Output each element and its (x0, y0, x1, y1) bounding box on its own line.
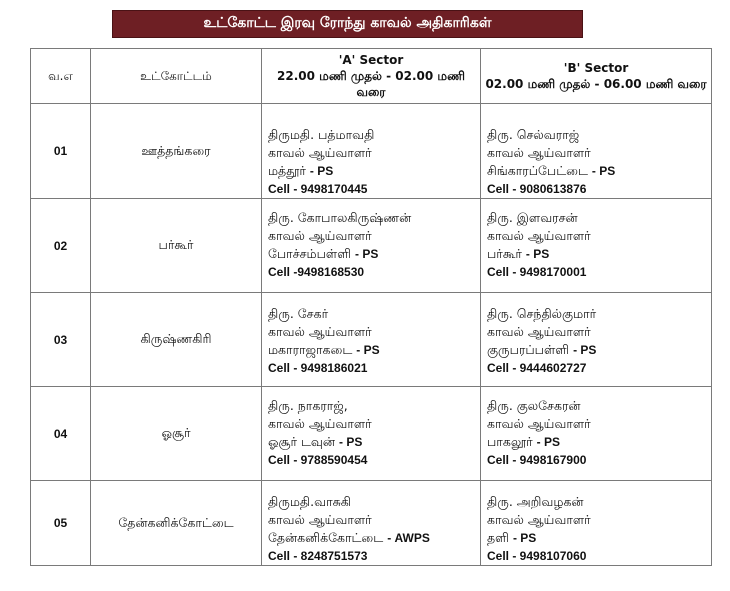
sector-b-officer (481, 387, 712, 481)
officer-station-line (268, 162, 480, 180)
table-row (31, 481, 712, 566)
station-type: - PS (536, 435, 560, 449)
officer-rank: காவல் ஆய்வாளர் (268, 145, 372, 160)
table-row (31, 293, 712, 387)
officer-station-line (268, 529, 480, 547)
officer-rank: காவல் ஆய்வாளர் (487, 324, 591, 339)
officer-station-line (268, 245, 480, 263)
station-type: - PS (573, 343, 597, 357)
officer-phone: Cell - 9498170001 (487, 265, 587, 279)
officer-name: திரு. இளவரசன் (487, 210, 578, 225)
police-station: தேன்கனிக்கோட்டை (268, 530, 384, 545)
officer-phone: Cell - 9788590454 (268, 453, 368, 467)
officer-name: திரு. நாகராஜ், (268, 398, 348, 413)
officer-rank: காவல் ஆய்வாளர் (268, 416, 372, 431)
row-number: 03 (31, 293, 91, 387)
row-number: 02 (31, 199, 91, 293)
row-number: 04 (31, 387, 91, 481)
police-station: பாகலூர் (487, 434, 533, 449)
sector-a-officer (262, 104, 481, 199)
station-type: - AWPS (387, 531, 430, 545)
police-station: குருபரப்பள்ளி (487, 342, 570, 357)
officer-station-line (268, 433, 480, 451)
row-number: 01 (31, 104, 91, 199)
station-type: - PS (591, 164, 616, 178)
officer-phone: Cell - 9498167900 (487, 453, 587, 467)
sector-b-officer (481, 199, 712, 293)
subdivision-name: பர்கூர் (91, 199, 262, 293)
officer-rank: காவல் ஆய்வாளர் (487, 416, 591, 431)
subdivision-name: ஓசூர் (91, 387, 262, 481)
police-station: பர்கூர் (487, 246, 522, 261)
sector-a-name: 'A' Sector (338, 53, 404, 67)
station-type: - PS (512, 531, 537, 545)
night-patrol-table (30, 48, 712, 566)
table-header-row (31, 49, 712, 104)
subdivision-header: உட்கோட்டம் (91, 49, 262, 104)
officer-phone: Cell - 9444602727 (487, 361, 587, 375)
officer-rank: காவல் ஆய்வாளர் (268, 324, 372, 339)
officer-rank: காவல் ஆய்வாளர் (268, 228, 372, 243)
officer-station-line (268, 341, 480, 359)
sector-a-officer (262, 481, 481, 566)
officer-station-line (487, 341, 711, 359)
station-type: - PS (356, 343, 380, 357)
officer-name: திரு. செல்வராஜ் (487, 127, 580, 142)
officer-name: திருமதி. பத்மாவதி (268, 127, 375, 142)
police-station: தளி (487, 530, 509, 545)
station-type: - PS (355, 247, 379, 261)
officer-rank: காவல் ஆய்வாளர் (487, 228, 591, 243)
officer-phone: Cell -9498168530 (268, 265, 365, 279)
sector-b-header (481, 49, 712, 104)
police-station: மத்தூர் (268, 163, 306, 178)
officer-name: திரு. குலசேகரன் (487, 398, 581, 413)
officer-station-line (487, 245, 711, 263)
table-row (31, 104, 712, 199)
sector-b-name: 'B' Sector (563, 61, 629, 75)
police-station: போச்சம்பள்ளி (268, 246, 352, 261)
subdivision-name: கிருஷ்ணகிரி (91, 293, 262, 387)
page-title: உட்கோட்ட இரவு ரோந்து காவல் அதிகாரிகள் (112, 10, 583, 38)
officer-station-line (487, 529, 711, 547)
officer-phone: Cell - 9080613876 (487, 182, 587, 196)
officer-name: திருமதி.வாசுகி (268, 494, 351, 509)
officer-name: திரு. கோபாலகிருஷ்ணன் (268, 210, 412, 225)
officer-station-line (487, 433, 711, 451)
sector-a-header (262, 49, 481, 104)
officer-name: திரு. அறிவழகன் (487, 494, 584, 509)
table-row (31, 387, 712, 481)
officer-rank: காவல் ஆய்வாளர் (487, 145, 591, 160)
police-station: ஓசூர் டவுன் (268, 434, 335, 449)
officer-phone: Cell - 9498170445 (268, 182, 368, 196)
officer-name: திரு. செந்தில்குமார் (487, 306, 597, 321)
subdivision-name: ஊத்தங்கரை (91, 104, 262, 199)
sector-a-time: 22.00 மணி முதல் - 02.00 மணி வரை (277, 69, 465, 99)
officer-phone: Cell - 9498107060 (487, 549, 587, 563)
officer-phone: Cell - 9498186021 (268, 361, 368, 375)
sector-a-officer (262, 199, 481, 293)
officer-name: திரு. சேகர் (268, 306, 329, 321)
sector-a-officer (262, 293, 481, 387)
sector-b-officer (481, 481, 712, 566)
sector-a-officer (262, 387, 481, 481)
sector-b-officer (481, 104, 712, 199)
row-number: 05 (31, 481, 91, 566)
officer-phone: Cell - 8248751573 (268, 549, 368, 563)
officer-rank: காவல் ஆய்வாளர் (487, 512, 591, 527)
police-station: சிங்காரப்பேட்டை (487, 163, 588, 178)
station-type: - PS (525, 247, 550, 261)
sector-b-officer (481, 293, 712, 387)
subdivision-name: தேன்கனிக்கோட்டை (91, 481, 262, 566)
sector-b-time: 02.00 மணி முதல் - 06.00 மணி வரை (485, 77, 707, 91)
table-row (31, 199, 712, 293)
officer-rank: காவல் ஆய்வாளர் (268, 512, 372, 527)
serial-header: வ.எ (31, 49, 91, 104)
station-type: - PS (309, 164, 334, 178)
police-station: மகாராஜாகடை (268, 342, 353, 357)
station-type: - PS (338, 435, 363, 449)
officer-station-line (487, 162, 711, 180)
